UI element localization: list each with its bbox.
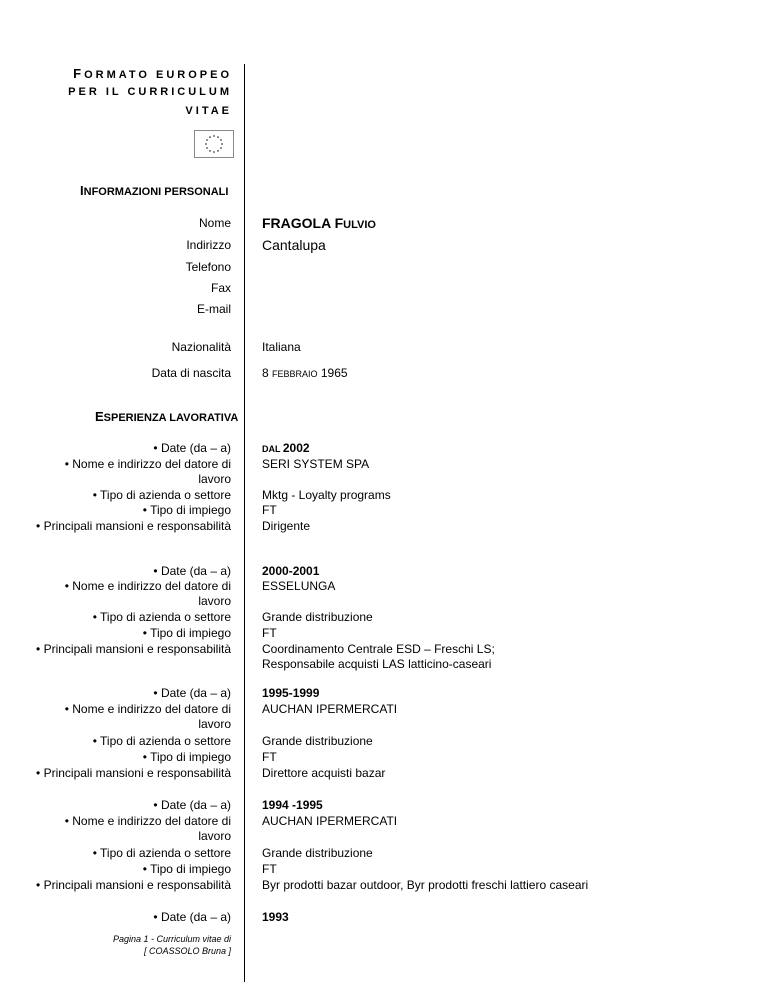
job-type-label: • Tipo di impiego [142, 626, 231, 640]
date-label: • Date (da – a) [153, 686, 231, 700]
birth-date-label: Data di nascita [151, 366, 231, 380]
email-label: E-mail [196, 302, 231, 316]
entry-sector: Grande distribuzione [262, 734, 373, 748]
employer-label-cont: lavoro [198, 829, 231, 843]
employer-label: • Nome e indirizzo del datore di [64, 457, 231, 471]
cv-format-title-line2: PER IL CURRICULUM [68, 86, 232, 98]
section-title-personal: INFORMAZIONI PERSONALI [80, 183, 229, 198]
job-type-label: • Tipo di impiego [142, 750, 231, 764]
entry-sector: Grande distribuzione [262, 846, 373, 860]
nationality-value: Italiana [262, 340, 301, 354]
entry-employer: SERI SYSTEM SPA [262, 457, 370, 471]
entry-date: DAL 2002 [262, 441, 310, 455]
job-type-label: • Tipo di impiego [142, 503, 231, 517]
sector-label: • Tipo di azienda o settore [92, 488, 231, 502]
sector-label: • Tipo di azienda o settore [92, 610, 231, 624]
employer-label: • Nome e indirizzo del datore di [64, 702, 231, 716]
cv-format-title-line3: VITAE [185, 105, 232, 117]
entry-job-type: FT [262, 750, 277, 764]
footer-owner-label: [ COASSOLO Bruna ] [143, 946, 231, 956]
entry-date: 1993 [262, 910, 289, 924]
date-label: • Date (da – a) [153, 798, 231, 812]
duties-label: • Principali mansioni e responsabilità [36, 766, 231, 780]
entry-duties: Dirigente [262, 519, 311, 533]
entry-job-type: FT [262, 503, 277, 517]
footer-page-label: Pagina 1 - Curriculum vitae di [112, 934, 231, 944]
entry-date: 2000-2001 [262, 564, 320, 578]
entry-employer: AUCHAN IPERMERCATI [262, 814, 398, 828]
employer-label-cont: lavoro [198, 472, 231, 486]
sector-label: • Tipo di azienda o settore [92, 846, 231, 860]
cv-format-title-line1: FORMATO EUROPEO [73, 66, 232, 81]
address-label: Indirizzo [186, 238, 231, 252]
date-label: • Date (da – a) [153, 910, 231, 924]
entry-employer: AUCHAN IPERMERCATI [262, 702, 398, 716]
entry-job-type: FT [262, 862, 277, 876]
entry-sector: Grande distribuzione [262, 610, 373, 624]
name-value: FRAGOLA FULVIO [262, 215, 376, 231]
duties-label: • Principali mansioni e responsabilità [36, 642, 231, 656]
phone-label: Telefono [185, 260, 231, 274]
entry-sector: Mktg - Loyalty programs [262, 488, 391, 502]
nationality-label: Nazionalità [171, 340, 231, 354]
vertical-divider [244, 64, 245, 982]
duties-label: • Principali mansioni e responsabilità [36, 878, 231, 892]
entry-duties: Coordinamento Centrale ESD – Freschi LS; [262, 642, 495, 656]
entry-date: 1994 -1995 [262, 798, 323, 812]
date-label: • Date (da – a) [153, 441, 231, 455]
birth-date-value: 8 FEBBRAIO 1965 [262, 366, 348, 380]
address-value: Cantalupa [262, 237, 326, 253]
entry-duties-line2: Responsabile acquisti LAS latticino-caseari [262, 657, 492, 671]
employer-label-cont: lavoro [198, 594, 231, 608]
employer-label: • Nome e indirizzo del datore di [64, 579, 231, 593]
employer-label-cont: lavoro [198, 717, 231, 731]
page-footer [113, 933, 231, 957]
sector-label: • Tipo di azienda o settore [92, 734, 231, 748]
date-label: • Date (da – a) [153, 564, 231, 578]
employer-label: • Nome e indirizzo del datore di [64, 814, 231, 828]
name-label: Nome [198, 216, 231, 230]
entry-duties: Byr prodotti bazar outdoor, Byr prodotti freschi lattiero caseari [262, 878, 589, 892]
entry-date: 1995-1999 [262, 686, 320, 700]
entry-duties: Direttore acquisti bazar [262, 766, 386, 780]
entry-employer: ESSELUNGA [262, 579, 336, 593]
duties-label: • Principali mansioni e responsabilità [36, 519, 231, 533]
eu-flag-logo [194, 130, 234, 158]
entry-job-type: FT [262, 626, 277, 640]
fax-label: Fax [210, 281, 231, 295]
section-title-work: ESPERIENZA LAVORATIVA [95, 409, 239, 424]
job-type-label: • Tipo di impiego [142, 862, 231, 876]
